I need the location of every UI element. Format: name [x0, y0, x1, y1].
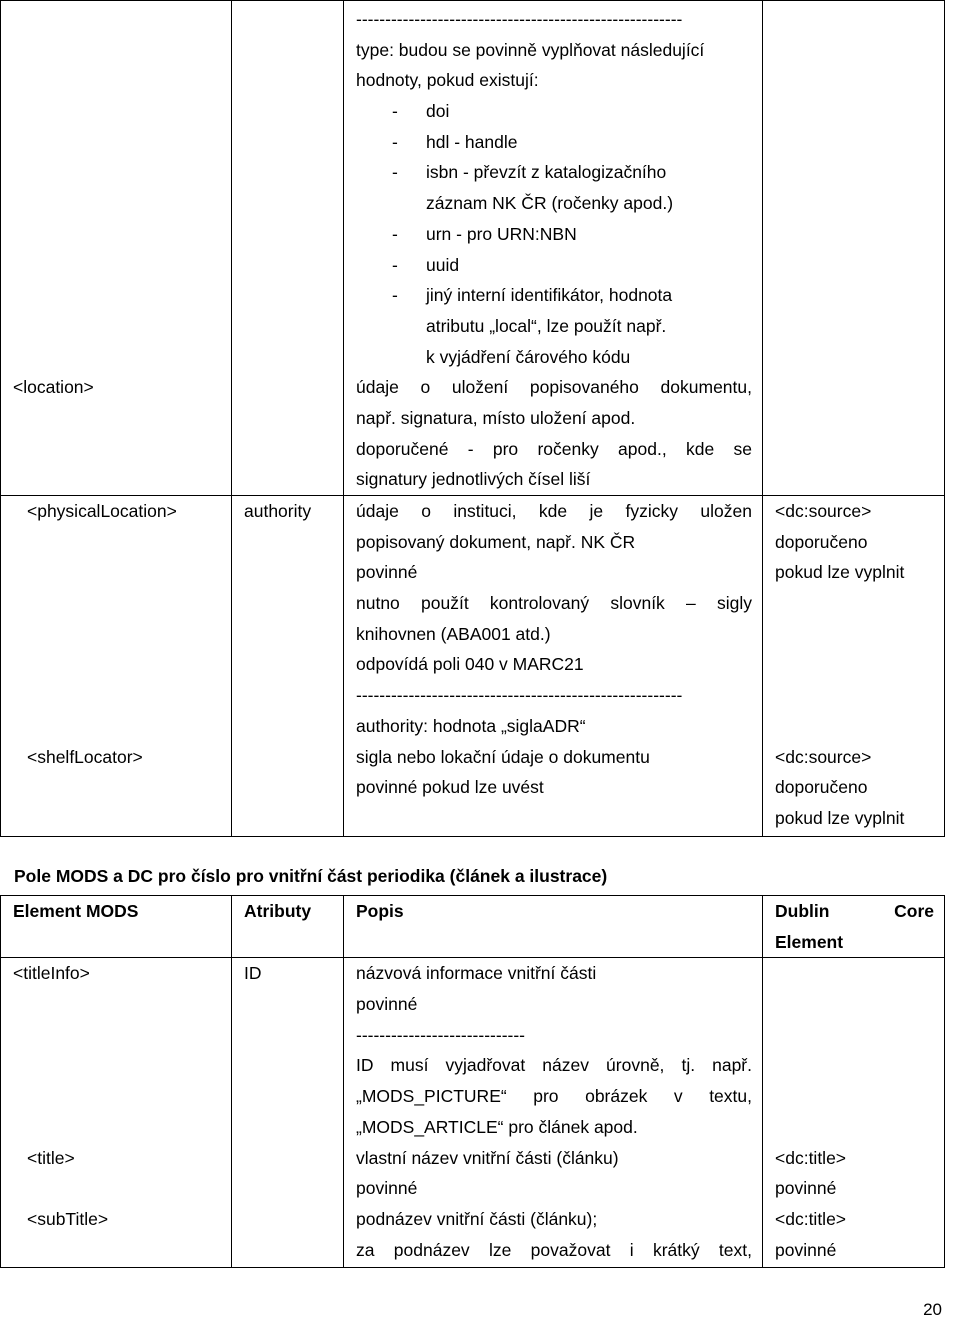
dc-requirement: doporučeno: [775, 777, 868, 798]
element-cell: [1, 496, 232, 742]
element-cell: [1, 1143, 232, 1204]
header-description: Popis: [344, 896, 763, 958]
element-name: <shelfLocator>: [27, 746, 143, 767]
separator-line: --------------------------------------------------------: [356, 9, 683, 29]
element-name: <location>: [13, 377, 94, 398]
attribute-cell: [232, 1204, 344, 1268]
dc-cell: [763, 496, 945, 742]
description-cell: [344, 1143, 763, 1204]
dc-note: pokud lze vyplnit: [775, 807, 905, 828]
description-line: odpovídá poli 040 v MARC21: [356, 654, 584, 675]
list-item-continuation: atributu „local“, lze použít např.: [426, 315, 667, 336]
description-line: za podnázev lze považovat i krátký text,: [356, 1239, 752, 1260]
dc-note: pokud lze vyplnit: [775, 562, 905, 583]
dc-requirement: povinné: [775, 1239, 837, 1260]
description-line: popisovaný dokument, např. NK ČR: [356, 531, 636, 552]
separator-line: -----------------------------: [356, 1024, 526, 1045]
element-cell: [1, 1204, 232, 1268]
table-row: [1, 372, 945, 495]
attribute-name: authority: [244, 501, 312, 521]
header-row: [1, 896, 945, 958]
description-line: doporučené - pro ročenky apod., kde se: [356, 438, 752, 459]
list-item-continuation: k vyjádření čárového kódu: [426, 346, 631, 367]
attribute-cell: [232, 496, 344, 742]
header-attribute: Atributy: [232, 896, 344, 958]
mods-fields-table-article: [0, 895, 945, 1268]
description-line: povinné: [356, 994, 418, 1015]
list-item: - jiný interní identifikátor, hodnota: [392, 285, 673, 306]
description-line: např. signatura, místo uložení apod.: [356, 407, 636, 428]
attribute-cell: [232, 1, 344, 373]
element-cell: [1, 372, 232, 495]
description-line: názvová informace vnitřní části: [356, 963, 597, 984]
table-row: [1, 1, 945, 373]
dc-cell: [763, 958, 945, 1143]
dc-cell: [763, 1143, 945, 1204]
description-line: knihovnen (ABA001 atd.): [356, 623, 551, 644]
description-line: ID musí vyjadřovat název úrovně, tj. např.: [356, 1055, 752, 1076]
description-cell: [344, 496, 763, 742]
element-name: <subTitle>: [27, 1208, 109, 1229]
description-cell: [344, 958, 763, 1143]
description-line: sigla nebo lokační údaje o dokumentu: [356, 746, 650, 767]
table-row: [1, 1143, 945, 1204]
description-line: signatury jednotlivých čísel liší: [356, 469, 591, 490]
element-cell: [1, 958, 232, 1143]
description-line: type: budou se povinně vyplňovat následující: [356, 39, 705, 60]
element-name: <physicalLocation>: [27, 501, 177, 521]
page-number: 20: [923, 1300, 942, 1319]
list-item: - hdl - handle: [392, 131, 518, 152]
header-dc: Dublin Core Element: [763, 896, 945, 958]
description-line: „MODS_PICTURE“ pro obrázek v textu,: [356, 1086, 752, 1107]
attribute-cell: [232, 958, 344, 1143]
description-line: povinné: [356, 1178, 418, 1199]
list-item: - doi: [392, 101, 450, 122]
attribute-cell: [232, 1143, 344, 1204]
description-cell: [344, 742, 763, 837]
dc-cell: [763, 1, 945, 373]
element-cell: [1, 742, 232, 837]
list-item-continuation: záznam NK ČR (ročenky apod.): [426, 193, 674, 214]
description-cell: [344, 372, 763, 495]
table-row: [1, 496, 945, 742]
dc-requirement: povinné: [775, 1178, 837, 1199]
table-row: [1, 1204, 945, 1268]
element-name: <titleInfo>: [13, 963, 90, 984]
attribute-cell: [232, 742, 344, 837]
description-line: hodnoty, pokud existují:: [356, 70, 539, 91]
list-item: - isbn - převzít z katalogizačního: [392, 162, 667, 183]
list-item: - urn - pro URN:NBN: [392, 223, 577, 244]
description-cell: [344, 1, 763, 373]
table-caption: Pole MODS a DC pro číslo pro vnitřní část periodika (článek a ilustrace): [14, 866, 608, 886]
dc-element: <dc:source>: [775, 501, 872, 521]
element-cell: [1, 1, 232, 373]
dc-cell: [763, 1204, 945, 1268]
description-line: vlastní název vnitřní části (článku): [356, 1147, 619, 1168]
table-row: [1, 742, 945, 837]
dc-requirement: doporučeno: [775, 531, 868, 552]
description-line: authority: hodnota „siglaADR“: [356, 715, 586, 736]
dc-element: <dc:title>: [775, 1208, 847, 1229]
description-line: „MODS_ARTICLE“ pro článek apod.: [356, 1116, 638, 1137]
description-cell: [344, 1204, 763, 1268]
dc-element: <dc:source>: [775, 746, 872, 767]
list-item: - uuid: [392, 254, 460, 275]
dc-cell: [763, 742, 945, 837]
separator-line: --------------------------------------------------------: [356, 685, 683, 706]
header-element: Element MODS: [1, 896, 232, 958]
dc-cell: [763, 372, 945, 495]
description-line: povinné: [356, 562, 418, 583]
dc-element: <dc:title>: [775, 1147, 847, 1168]
table-row: [1, 958, 945, 1143]
attribute-cell: [232, 372, 344, 495]
element-name: <title>: [27, 1147, 75, 1168]
attribute-name: ID: [244, 963, 262, 984]
description-line: podnázev vnitřní části (článku);: [356, 1208, 598, 1229]
description-line: údaje o instituci, kde je fyzicky uložen: [356, 501, 752, 521]
description-line: údaje o uložení popisovaného dokumentu,: [356, 377, 752, 398]
description-line: povinné pokud lze uvést: [356, 777, 544, 798]
description-line: nutno použít kontrolovaný slovník – sigly: [356, 593, 752, 614]
